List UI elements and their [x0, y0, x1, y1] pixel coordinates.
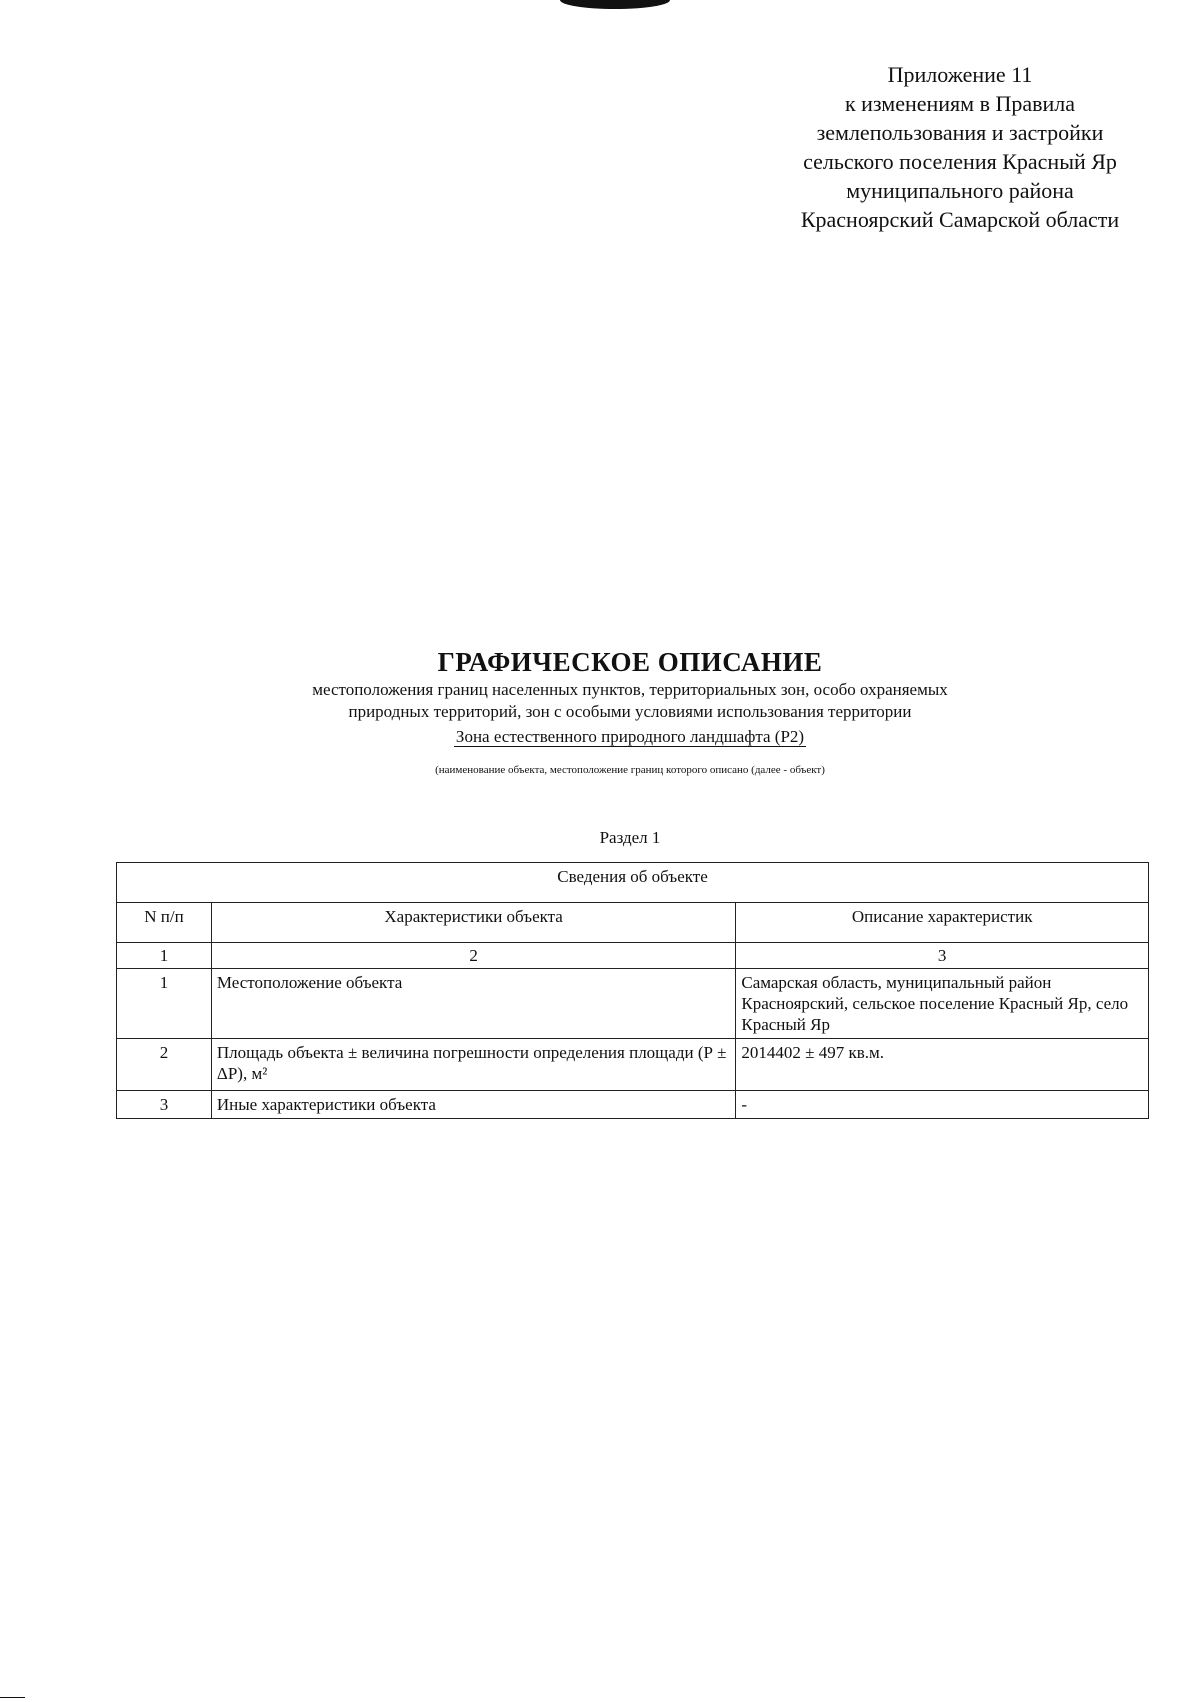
object-info-table — [116, 862, 1149, 1119]
title-block — [150, 645, 1110, 777]
object-name — [150, 725, 1110, 749]
appendix-line: Красноярский Самарской области — [800, 207, 1120, 232]
row-number: 2 — [117, 1039, 212, 1091]
table-row — [117, 1091, 1149, 1119]
appendix-note — [740, 60, 1180, 234]
row-number: 1 — [117, 969, 212, 1039]
table-row — [117, 969, 1149, 1039]
row-characteristic: Иные характеристики объекта — [211, 1091, 735, 1119]
column-index: 2 — [211, 943, 735, 969]
column-index: 3 — [736, 943, 1149, 969]
column-header-description: Описание характеристик — [736, 903, 1149, 943]
appendix-line: к изменениям в Правила — [844, 91, 1076, 116]
appendix-line: Приложение 11 — [887, 62, 1033, 87]
object-note: (наименование объекта, местоположение границ которого описано (далее - объект) — [435, 764, 825, 776]
row-description: - — [736, 1091, 1149, 1119]
row-characteristic: Местоположение объекта — [211, 969, 735, 1039]
column-header-characteristic: Характеристики объекта — [211, 903, 735, 943]
table-caption: Сведения об объекте — [117, 863, 1149, 903]
table-index-row — [117, 943, 1149, 969]
document-title: ГРАФИЧЕСКОЕ ОПИСАНИЕ — [437, 647, 823, 677]
row-number: 3 — [117, 1091, 212, 1119]
row-description: Самарская область, муниципальный район Красноярский, сельское поселение Красный Яр, село Красный Яр — [736, 969, 1149, 1039]
object-name-text: Зона естественного природного ландшафта (Р2) — [455, 727, 805, 746]
table-row — [117, 1039, 1149, 1091]
table-caption-row — [117, 863, 1149, 903]
scan-edge-mark — [560, 0, 670, 9]
column-header-number: N п/п — [117, 903, 212, 943]
subtitle-line: природных территорий, зон с особыми условиями использования территории — [348, 702, 912, 721]
column-index: 1 — [117, 943, 212, 969]
row-description: 2014402 ± 497 кв.м. — [736, 1039, 1149, 1091]
table-header-row — [117, 903, 1149, 943]
scan-edge-mark — [0, 1697, 25, 1698]
section-label: Раздел 1 — [599, 828, 661, 847]
row-characteristic: Площадь объекта ± величина погрешности определения площади (Р ± ΔР), м² — [211, 1039, 735, 1091]
appendix-line: землепользования и застройки — [816, 120, 1104, 145]
appendix-line: муниципального района — [846, 178, 1074, 203]
subtitle-line: местоположения границ населенных пунктов, территориальных зон, особо охраняемых — [312, 680, 948, 699]
appendix-line: сельского поселения Красный Яр — [803, 149, 1117, 174]
